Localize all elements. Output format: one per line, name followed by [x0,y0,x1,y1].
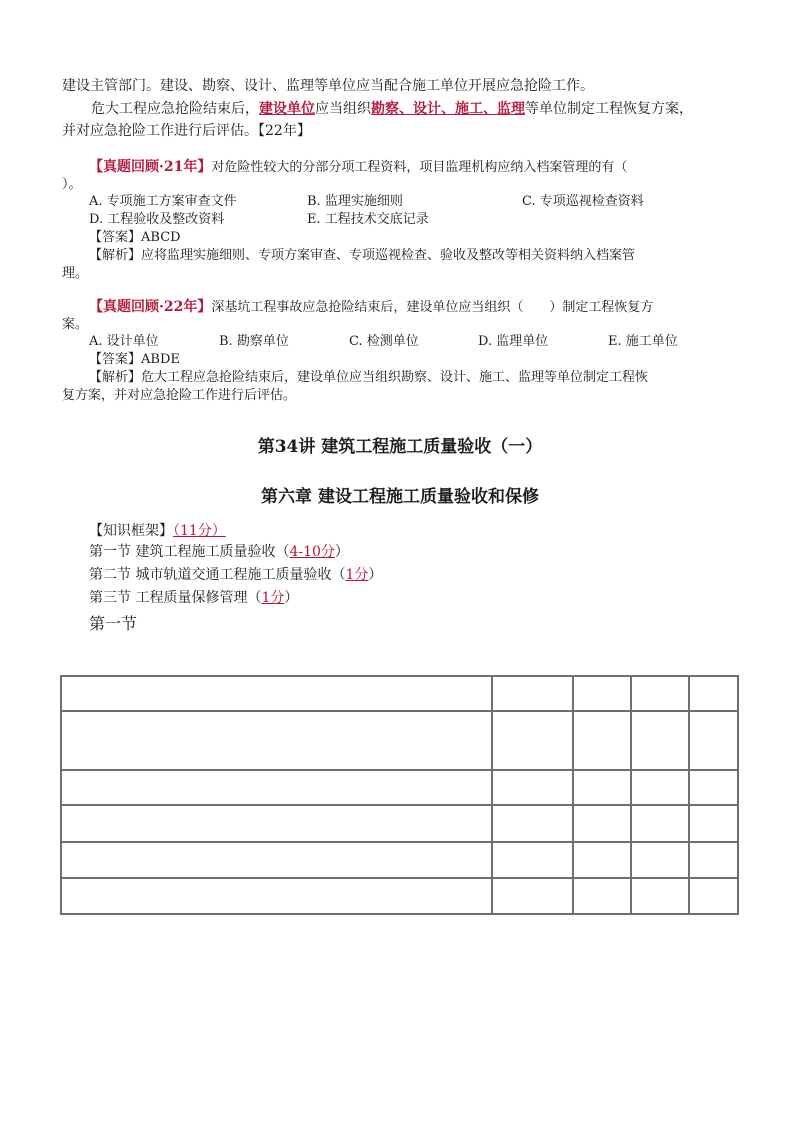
section-2-close: ） [368,567,383,583]
q21-analysis-label: 【解析】 [89,248,142,263]
q22-stem-text: 深基坑工程事故应急抢险结束后，建设单位应当组织（ ）制定工程恢复方 [211,300,654,315]
framework-label: 【知识框架】 [89,523,173,539]
chapter-title: 第六章 建设工程施工质量验收和保修 [261,487,539,507]
section-heading: 第一节 [89,614,138,633]
q22-option-c: C. 检测单位 [349,334,419,349]
table-cell [61,711,492,770]
section-1-text: 第一节 建筑工程施工质量验收（ [89,544,290,560]
q21-stem [89,157,627,178]
table-cell [573,805,631,842]
lecture-title: 第34讲 建筑工程施工质量验收（一） [257,437,543,457]
table-cell [631,842,689,878]
table-cell [689,878,738,914]
highlight-parties: 勘察、设计、施工、监理 [371,101,525,117]
q21-answer-value: ABCD [141,230,181,245]
q21-option-b: B. 监理实施细则 [307,194,403,209]
q22-analysis-text: 危大工程应急抢险结束后，建设单位应当组织勘察、设计、施工、监理等单位制定工程恢 [141,370,649,385]
highlight-construction-unit: 建设单位 [259,101,315,117]
table-cell [573,842,631,878]
table-row [61,711,738,770]
section-3-close: ） [284,590,299,606]
q21-answer [89,229,181,247]
table-cell [573,676,631,711]
table-cell [689,711,738,770]
table-cell [492,878,573,914]
table-row [61,878,738,914]
table-cell [631,711,689,770]
table-row [61,842,738,878]
table-cell [573,711,631,770]
framework-section-3 [89,588,298,608]
q22-tag: 【真题回顾·22年】 [89,299,212,315]
intro-paragraph-2 [91,99,693,119]
q22-analysis-label: 【解析】 [89,370,142,385]
q22-answer [89,351,180,369]
section-1-score: 4-10分 [289,544,335,560]
q22-option-b: B. 勘察单位 [219,334,289,349]
empty-table [60,675,739,915]
q21-option-a: A. 专项施工方案审查文件 [89,194,237,209]
table-cell [689,676,738,711]
table-cell [61,676,492,711]
q21-analysis-cont: 理。 [62,266,89,281]
table-cell [492,676,573,711]
q21-analysis-text: 应将监理实施细则、专项方案审查、专项巡视检查、验收及整改等相关资料纳入档案管 [141,248,636,263]
table-cell [492,842,573,878]
q21-option-d: D. 工程验收及整改资料 [89,212,225,227]
q22-analysis [89,369,648,387]
intro-text-a: 危大工程应急抢险结束后， [91,101,259,117]
table-cell [631,770,689,805]
q21-option-c: C. 专项巡视检查资料 [522,194,644,209]
q22-option-e: E. 施工单位 [608,334,678,349]
table-row [61,770,738,805]
intro-text-c: 应当组织 [315,101,371,117]
table-cell [573,770,631,805]
q22-option-d: D. 监理单位 [478,334,549,349]
framework-heading [89,521,226,541]
framework-section-2 [89,565,382,585]
table-cell [61,842,492,878]
q21-stem-cont: ）。 [62,177,82,192]
section-3-score: 1分 [261,590,285,606]
table-cell [631,805,689,842]
q21-answer-label: 【答案】 [89,230,142,245]
table-cell [61,770,492,805]
section-1-close: ） [334,544,349,560]
table-cell [61,805,492,842]
table-cell [492,770,573,805]
q22-stem-cont: 案。 [62,317,89,332]
table-cell [61,878,492,914]
table-cell [492,711,573,770]
q22-stem [89,297,653,318]
q22-analysis-cont: 复方案，并对应急抢险工作进行后评估。 [62,388,297,403]
q21-tag: 【真题回顾·21年】 [89,159,212,175]
q22-answer-label: 【答案】 [89,352,142,367]
table-cell [573,878,631,914]
q21-analysis [89,247,635,265]
table-cell [631,878,689,914]
section-2-score: 1分 [345,567,369,583]
framework-section-1 [89,542,349,562]
q22-answer-value: ABDE [141,352,180,367]
q21-option-e: E. 工程技术交底记录 [307,212,429,227]
intro-line-1: 建设主管部门。建设、勘察、设计、监理等单位应当配合施工单位开展应急抢险工作。 [62,78,594,94]
table-row [61,676,738,711]
section-3-text: 第三节 工程质量保修管理（ [89,590,262,606]
intro-line-3: 并对应急抢险工作进行后评估。【22年】 [62,123,311,139]
q22-option-a: A. 设计单位 [89,334,159,349]
table-cell [631,676,689,711]
intro-text-e: 等单位制定工程恢复方案， [525,101,693,117]
framework-score: （11分） [173,523,226,539]
table-cell [689,770,738,805]
q21-stem-text: 对危险性较大的分部分项工程资料，项目监理机构应纳入档案管理的有（ [211,160,628,175]
table-cell [492,805,573,842]
table-cell [689,842,738,878]
section-2-text: 第二节 城市轨道交通工程施工质量验收（ [89,567,346,583]
table-row [61,805,738,842]
table-cell [689,805,738,842]
